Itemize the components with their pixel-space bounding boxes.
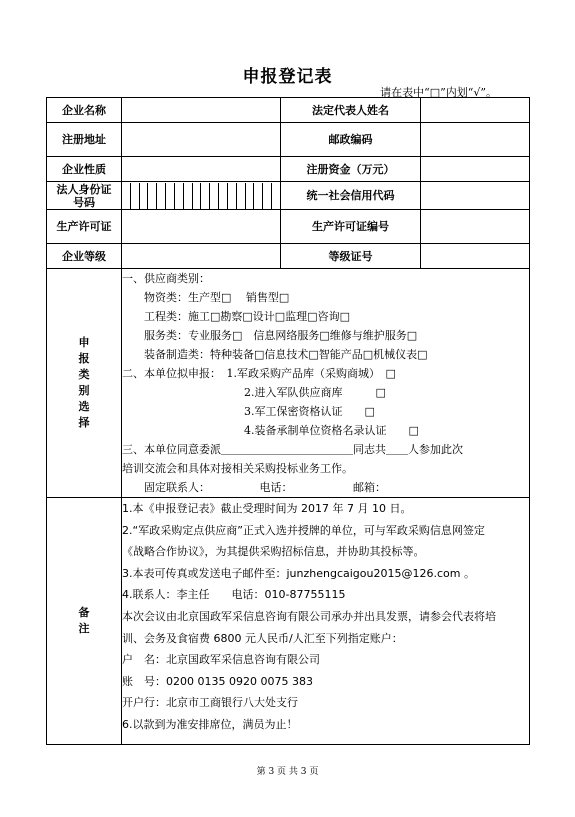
apply-option-3[interactable]: 3.军工保密资格认证 □ — [244, 405, 375, 418]
apply-option-1[interactable]: 二、本单位拟申报： 1.军政采购产品库（采购商城） □ — [122, 367, 396, 380]
license-no-field[interactable] — [421, 210, 530, 244]
postal-code-field[interactable] — [421, 123, 530, 157]
note-line: 1.本《申报登记表》截止受理时间为 2017 年 7 月 10 日。 — [122, 502, 412, 515]
equipment-options[interactable]: 装备制造类：特种装备□信息技术□智能产品□机械仪表□ — [144, 348, 428, 361]
side-char: 注 — [78, 622, 90, 635]
side-char: 报 — [78, 352, 90, 365]
note-line: 2.“军政采购定点供应商”正式入选并授牌的单位，可与军政采购信息网签定 — [122, 523, 485, 537]
notes-side-label — [47, 498, 122, 745]
note-email-line: 3.本表可传真或发送电子邮件至：junzhengcaigou2015@126.com 。 — [122, 566, 475, 580]
notes-section — [122, 498, 530, 745]
company-type-field[interactable] — [122, 157, 281, 182]
grade-cert-field[interactable] — [421, 244, 530, 269]
grade-cert-label: 等级证号 — [281, 244, 421, 269]
goods-options[interactable]: 物资类：生产型□ 销售型□ — [144, 291, 290, 304]
note-line: 6.以款到为准安排席位，满员为止！ — [122, 717, 298, 731]
selection-side-label — [47, 269, 122, 498]
delegate-line[interactable]: 三、本单位同意委派＿＿＿＿＿＿＿＿＿＿＿＿同志共＿＿人参加此次 — [122, 443, 463, 456]
instruction-text: 请在表中“□”内划“√”。 — [380, 86, 497, 99]
account-number-line: 账 号：0200 0135 0920 0075 383 — [122, 674, 313, 688]
postal-code-label: 邮政编码 — [281, 123, 421, 157]
capital-label: 注册资金（万元） — [281, 157, 421, 182]
side-char: 别 — [78, 384, 90, 397]
id-number-field[interactable] — [122, 182, 281, 210]
note-line: 本次会议由北京国政军采信息咨询有限公司承办并出具发票，请参会代表将培 — [122, 609, 496, 623]
grade-label: 企业等级 — [47, 244, 122, 269]
service-options[interactable]: 服务类：专业服务□ 信息网络服务□维修与维护服务□ — [144, 329, 418, 342]
credit-code-field[interactable] — [421, 182, 530, 210]
bank-line: 开户行：北京市工商银行八大处支行 — [122, 696, 298, 710]
id-number-label — [47, 182, 122, 210]
account-name-line: 户 名：北京国政军采信息咨询有限公司 — [122, 653, 320, 667]
legal-rep-field[interactable] — [421, 98, 530, 123]
grade-field[interactable] — [122, 244, 281, 269]
contact-line[interactable]: 固定联系人： 电话： 邮箱： — [144, 481, 386, 494]
category-heading: 一、供应商类别： — [122, 272, 210, 285]
note-contact-line: 4.联系人：李主任 电话：010-87755115 — [122, 588, 346, 602]
company-type-label: 企业性质 — [47, 157, 122, 182]
id-number-label-line1: 法人身份证 — [56, 182, 112, 196]
apply-option-4[interactable]: 4.装备承制单位资格名录认证 □ — [244, 424, 419, 437]
side-char: 选 — [78, 400, 90, 413]
address-field[interactable] — [122, 123, 281, 157]
apply-option-2[interactable]: 2.进入军队供应商库 □ — [244, 386, 386, 399]
legal-rep-label: 法定代表人姓名 — [281, 98, 421, 123]
credit-code-label: 统一社会信用代码 — [281, 182, 421, 210]
license-field[interactable] — [122, 210, 281, 244]
note-line: 《战略合作协议》，为其提供采购招标信息，并协助其投标等。 — [122, 545, 425, 559]
side-char: 类 — [78, 368, 90, 381]
selection-section — [122, 269, 530, 498]
page-footer: 第 3 页 共 3 页 — [256, 767, 319, 777]
page-title: 申报登记表 — [242, 67, 333, 87]
id-number-cells — [122, 183, 280, 209]
license-no-label: 生产许可证编号 — [281, 210, 421, 244]
side-char: 择 — [78, 416, 90, 429]
address-label: 注册地址 — [47, 123, 122, 157]
registration-form — [46, 97, 530, 745]
id-number-label-line2: 号码 — [73, 195, 95, 209]
note-line: 训、会务及食宿费 6800 元人民币/人汇至下列指定账户： — [122, 631, 403, 645]
side-char: 备 — [78, 606, 90, 619]
side-char: 申 — [78, 336, 90, 349]
license-label: 生产许可证 — [47, 210, 122, 244]
delegate-line-cont: 培训交流会和具体对接相关采购投标业务工作。 — [122, 462, 353, 475]
engineering-options[interactable]: 工程类：施工□勘察□设计□监理□咨询□ — [144, 310, 350, 323]
company-name-label: 企业名称 — [47, 98, 122, 123]
capital-field[interactable] — [421, 157, 530, 182]
company-name-field[interactable] — [122, 98, 281, 123]
